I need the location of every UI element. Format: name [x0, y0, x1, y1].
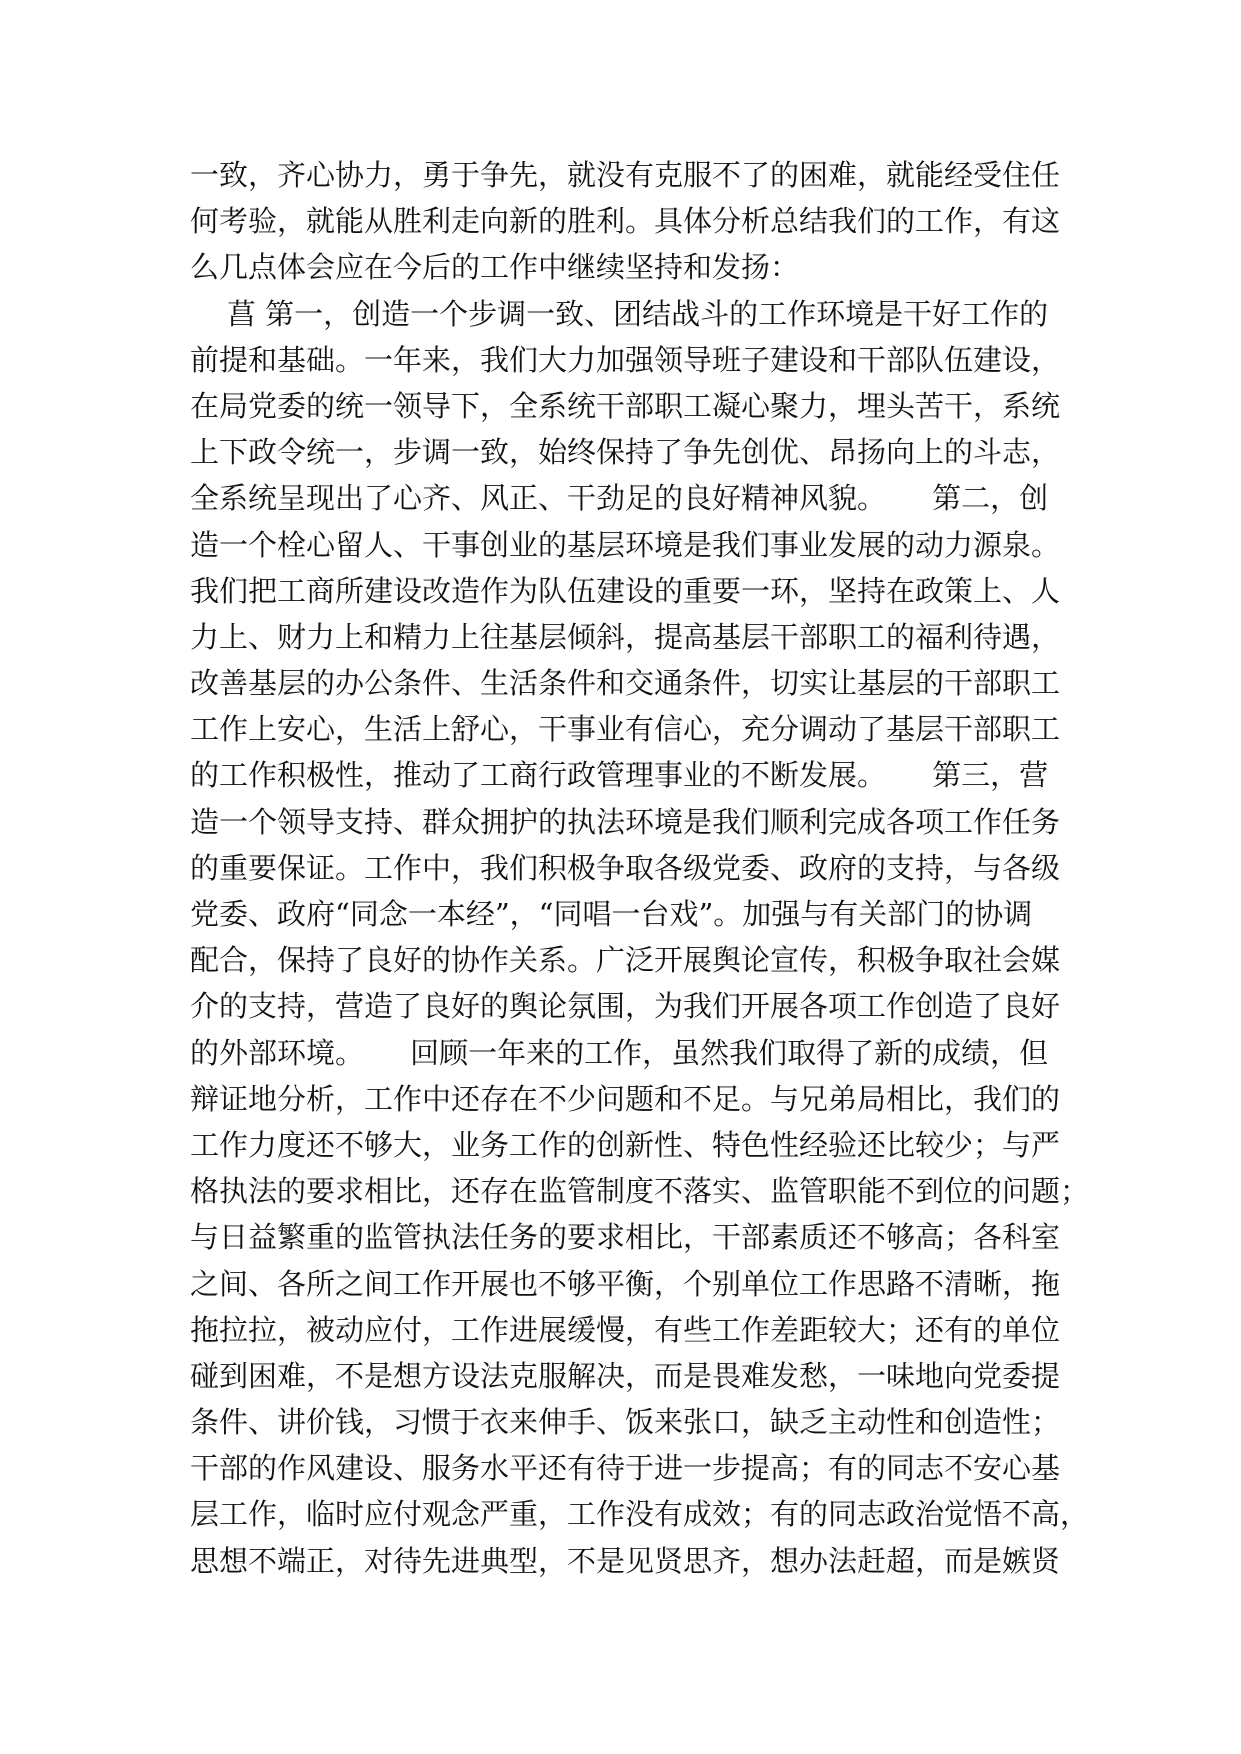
- text-line: 的重要保证。工作中，我们积极争取各级党委、政府的支持，与各级: [190, 850, 1061, 885]
- text-line: 我们把工商所建设改造作为队伍建设的重要一环，坚持在政策上、人: [190, 573, 1061, 608]
- text-line: 条件、讲价钱，习惯于衣来伸手、饭来张口，缺乏主动性和创造性；: [190, 1405, 1061, 1440]
- text-line: 造一个领导支持、群众拥护的执法环境是我们顺利完成各项工作任务: [190, 804, 1061, 839]
- text-line: 思想不端正，对待先进典型，不是见贤思齐，想办法赶超，而是嫉贤: [190, 1543, 1061, 1578]
- text-line: 辩证地分析，工作中还存在不少问题和不足。与兄弟局相比，我们的: [190, 1081, 1061, 1116]
- text-line: 何考验，就能从胜利走向新的胜利。具体分析总结我们的工作，有这: [190, 204, 1061, 239]
- text-line: 层工作，临时应付观念严重，工作没有成效；有的同志政治觉悟不高，: [190, 1497, 1090, 1532]
- text-line: 与日益繁重的监管执法任务的要求相比，干部素质还不够高；各科室: [190, 1220, 1061, 1255]
- text-line: 格执法的要求相比，还存在监管制度不落实、监管职能不到位的问题；: [190, 1174, 1090, 1209]
- text-line: 前提和基础。一年来，我们大力加强领导班子建设和干部队伍建设，: [190, 342, 1061, 377]
- text-line: 在局党委的统一领导下，全系统干部职工凝心聚力，埋头苦干，系统: [190, 388, 1061, 423]
- text-line: 之间、各所之间工作开展也不够平衡，个别单位工作思路不清晰，拖: [190, 1266, 1061, 1301]
- text-line: 么几点体会应在今后的工作中继续坚持和发扬：: [190, 250, 800, 285]
- text-line: 的外部环境。 回顾一年来的工作，虽然我们取得了新的成绩，但: [190, 1035, 1049, 1070]
- text-line: 造一个栓心留人、干事创业的基层环境是我们事业发展的动力源泉。: [190, 527, 1061, 562]
- text-line: 配合，保持了良好的协作关系。广泛开展舆论宣传，积极争取社会媒: [190, 943, 1061, 978]
- text-line: 一致，齐心协力，勇于争先，就没有克服不了的困难，就能经受住任: [190, 158, 1061, 192]
- text-line: 改善基层的办公条件、生活条件和交通条件，切实让基层的干部职工: [190, 666, 1061, 701]
- text-line: 工作上安心，生活上舒心，干事业有信心，充分调动了基层干部职工: [190, 712, 1061, 747]
- text-line: 的工作积极性，推动了工商行政管理事业的不断发展。 第三，营: [190, 758, 1049, 793]
- text-line: 拖拉拉，被动应付，工作进展缓慢，有些工作差距较大；还有的单位: [190, 1312, 1061, 1347]
- text-line: 工作力度还不够大，业务工作的创新性、特色性经验还比较少；与严: [190, 1127, 1061, 1162]
- text-line: 碰到困难，不是想方设法克服解决，而是畏难发愁，一味地向党委提: [190, 1358, 1061, 1393]
- text-line: 干部的作风建设、服务水平还有待于进一步提高；有的同志不安心基: [190, 1451, 1061, 1486]
- text-line: 力上、财力上和精力上往基层倾斜，提高基层干部职工的福利待遇，: [190, 619, 1061, 654]
- text-line: 菖 第一，创造一个步调一致、团结战斗的工作环境是干好工作的: [190, 296, 1049, 331]
- text-line: 介的支持，营造了良好的舆论氛围，为我们开展各项工作创造了良好: [190, 989, 1061, 1024]
- body-text: [190, 152, 1090, 1584]
- text-line: 全系统呈现出了心齐、风正、干劲足的良好精神风貌。 第二，创: [190, 481, 1049, 516]
- text-line: 党委、政府“同念一本经”，“同唱一台戏”。加强与有关部门的协调: [190, 897, 1033, 931]
- text-line: 上下政令统一，步调一致，始终保持了争先创优、昂扬向上的斗志，: [190, 435, 1061, 470]
